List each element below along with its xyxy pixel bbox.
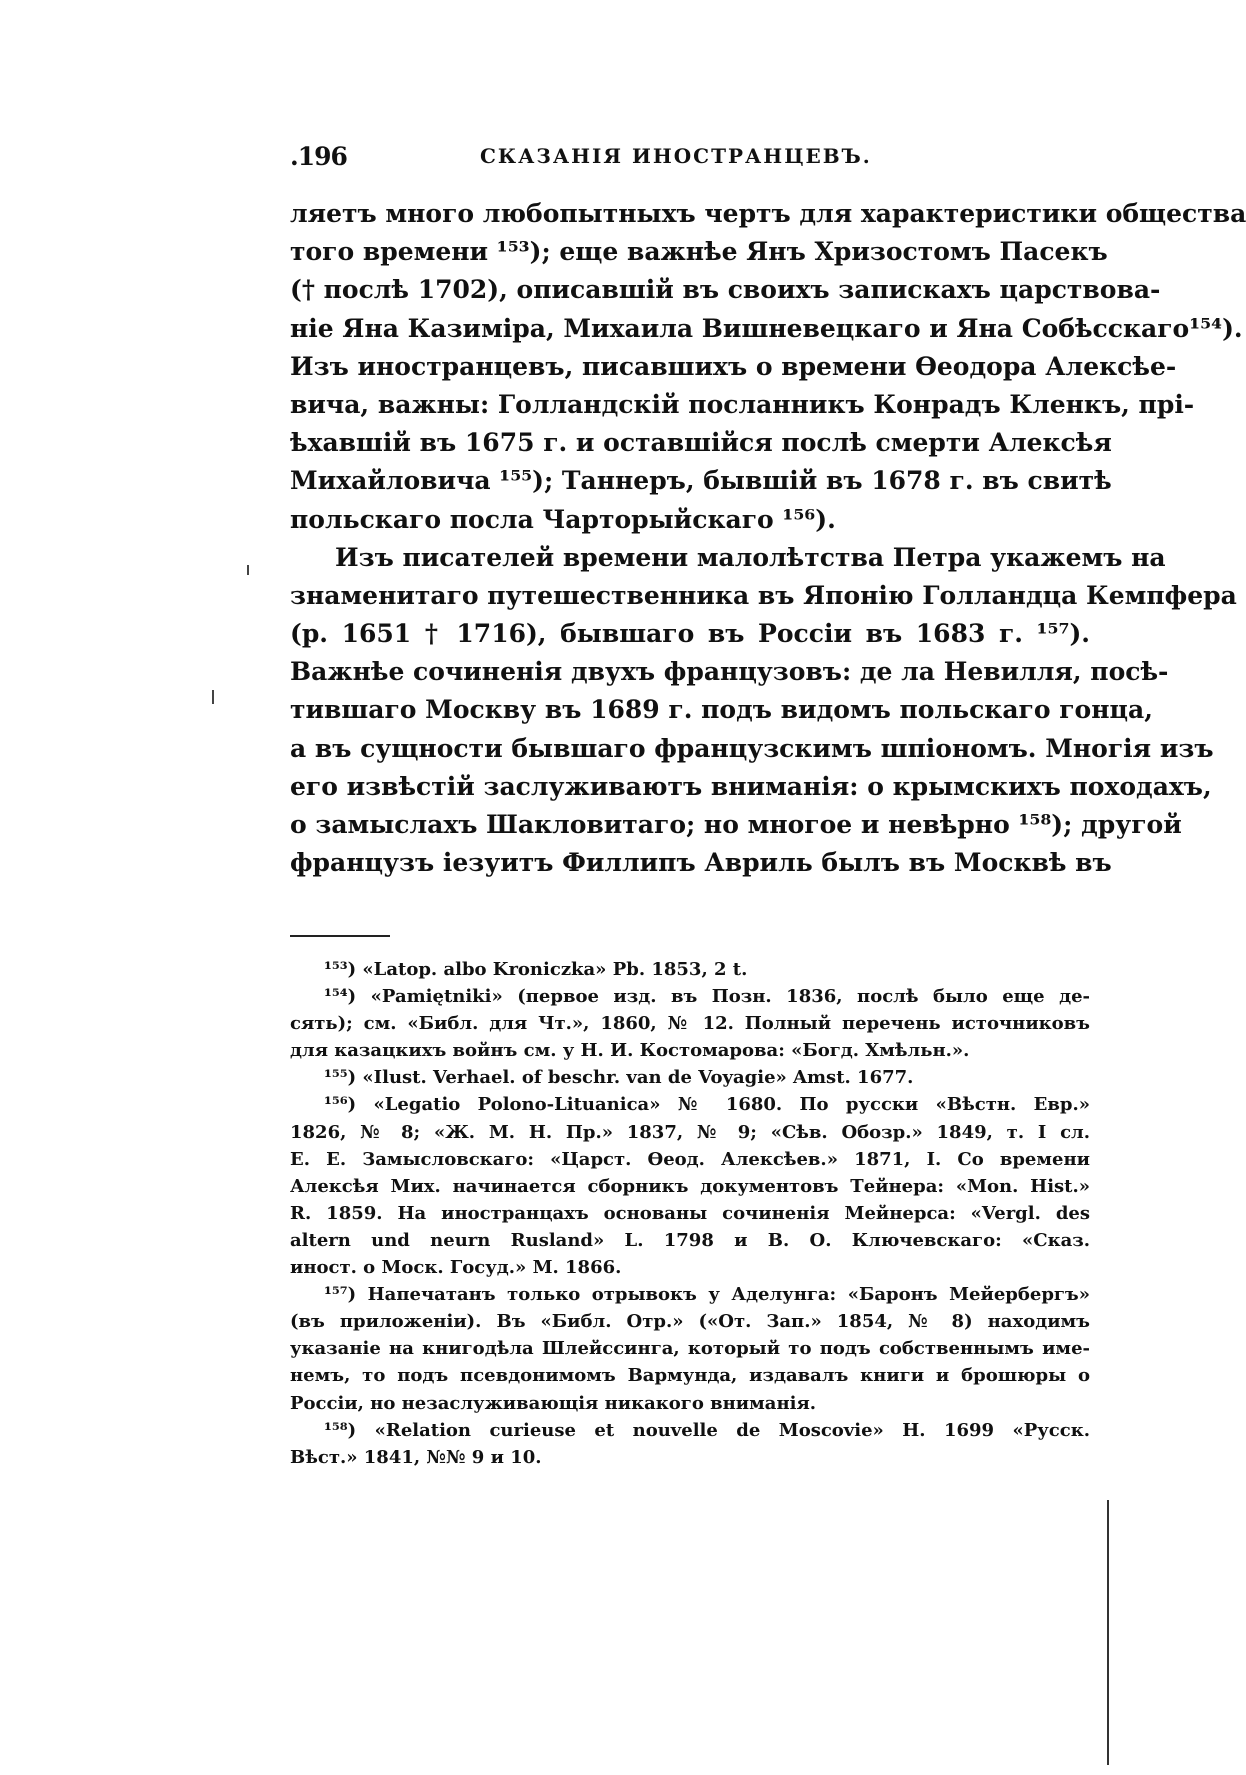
text-line: его извѣстій заслуживаютъ вниманія: о крымскихъ походахъ, [290,771,1212,801]
footnote-line: для казацкихъ войнъ см. у Н. И. Костомарова: «Богд. Хмѣльн.». [290,1040,970,1062]
text-line: Изъ писателей времени малолѣтства Петра укажемъ на [335,542,1166,572]
text-line: († послѣ 1702), описавшій въ своихъ запискахъ царствова- [290,275,1161,305]
main-text [290,195,1246,882]
text-line: о замыслахъ Шакловитаго; но многое и невѣрно ¹⁵⁸); другой [290,810,1182,839]
footnote-line: иност. о Моск. Госуд.» М. 1866. [290,1257,622,1279]
running-head: СКАЗАНІЯ ИНОСТРАНЦЕВЪ. [480,144,872,168]
text-line: ѣхавшій въ 1675 г. и оставшійся послѣ смерти Алексѣя [290,428,1112,458]
text-line: а въ сущности бывшаго французскимъ шпіономъ. Многія изъ [290,733,1214,763]
page-number: .196 [290,142,347,171]
text-line: Изъ иностранцевъ, писавшихъ о времени Ѳеодора Алексѣе- [290,351,1177,381]
text-line: французъ іезуитъ Филлипъ Авриль былъ въ Москвѣ въ [290,848,1112,878]
footnotes [290,956,1090,1471]
footnote-line: (въ приложеніи). Въ «Библ. Отр.» («От. Зап.» 1854, № 8) находимъ [290,1311,1090,1333]
text-line: вича, важны: Голландскій посланникъ Конрадъ Кленкъ, прі- [290,389,1195,419]
text-line: знаменитаго путешественника въ Японію Голландца Кемпфера [290,580,1237,610]
footnote-line: ¹⁵⁶) «Legatio Polono-Lituanica» № 1680. По русски «Вѣстн. Евр.» [324,1094,1090,1116]
footnote-line: указаніе на книгодѣла Шлейссинга, который то подъ собственнымъ име- [290,1338,1090,1360]
footnote-separator [290,935,390,937]
footnote-line: ¹⁵³) «Latop. albo Kroniczka» Pb. 1853, 2 t. [324,959,748,980]
footnote-line: Е. Е. Замысловскаго: «Царст. Ѳеод. Алексѣев.» 1871, I. Со времени [290,1148,1090,1170]
text-line: тившаго Москву въ 1689 г. подъ видомъ польскаго гонца, [290,695,1153,725]
footnote-line: сять); см. «Библ. для Чт.», 1860, № 12. Полный перечень источниковъ [290,1013,1090,1035]
footnote-line: ¹⁵⁸) «Relation curieuse et nouvelle de Moscovie» H. 1699 «Русск. [324,1419,1090,1441]
footnote-line: ¹⁵⁵) «Ilust. Verhael. of beschr. van de Voyagie» Amst. 1677. [324,1067,914,1089]
footnote-line: altern und neurn Rusland» L. 1798 и В. О. Ключевскаго: «Сказ. [290,1229,1090,1251]
text-line: (р. 1651 † 1716), бывшаго въ Россіи въ 1683 г. ¹⁵⁷). [290,619,1090,649]
footnote-line: Россіи, но незаслуживающія никакого вниманія. [290,1392,817,1414]
footnote-line: 1826, № 8; «Ж. М. Н. Пр.» 1837, № 9; «Сѣв. Обозр.» 1849, т. I сл. [290,1121,1090,1143]
footnote-line: немъ, то подъ псевдонимомъ Вармунда, издавалъ книги и брошюры о [290,1365,1090,1387]
footnote-line: ¹⁵⁷) Напечатанъ только отрывокъ у Аделунга: «Баронъ Мейербергъ» [324,1284,1090,1306]
text-line: Важнѣе сочиненія двухъ французовъ: де ла Невилля, посѣ- [290,657,1169,687]
page-edge-line [1107,1500,1109,1765]
text-line: ніе Яна Казиміра, Михаила Вишневецкаго и Яна Собѣсскаго¹⁵⁴). [290,313,1243,343]
margin-mark [247,565,249,575]
margin-mark [212,690,214,704]
page-header [290,142,880,178]
footnote-line: Алексѣя Мих. начинается сборникъ документовъ Тейнера: «Mon. Hist.» [290,1175,1090,1197]
text-line: того времени ¹⁵³); еще важнѣе Янъ Хризостомъ Пасекъ [290,237,1108,267]
footnote-line: Вѣст.» 1841, №№ 9 и 10. [290,1446,542,1468]
footnote-line: ¹⁵⁴) «Pamiętniki» (первое изд. въ Позн. 1836, послѣ было еще де- [324,986,1090,1008]
text-line: Михайловича ¹⁵⁵); Таннеръ, бывшій въ 1678 г. въ свитѣ [290,466,1112,496]
text-line: ляетъ много любопытныхъ чертъ для характеристики общества [290,199,1246,228]
text-line: польскаго посла Чарторыйскаго ¹⁵⁶). [290,504,836,534]
footnote-line: R. 1859. На иностранцахъ основаны сочиненія Мейнерса: «Vergl. des [290,1202,1090,1224]
